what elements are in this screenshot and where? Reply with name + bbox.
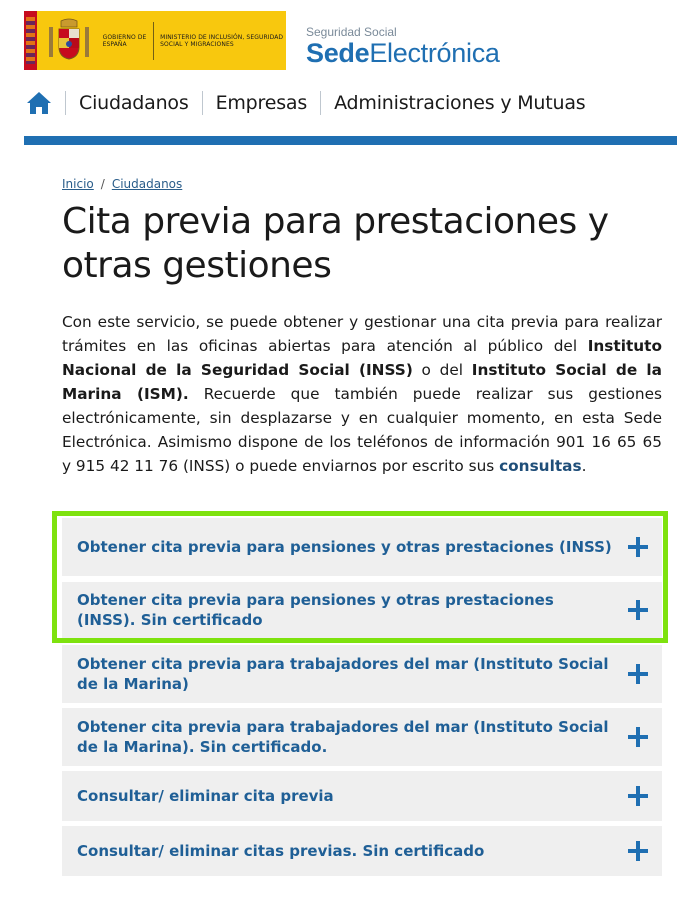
logo-divider: [153, 22, 154, 60]
accordion-item-inss[interactable]: [62, 518, 662, 576]
nav-divider: [320, 91, 321, 115]
breadcrumb-ciudadanos-link[interactable]: Ciudadanos: [111, 177, 183, 191]
nav-item-ciudadanos[interactable]: Ciudadanos: [79, 92, 189, 114]
sede-subtitle: Seguridad Social: [306, 25, 397, 39]
accordion-item-consultar-sin-certificado[interactable]: [62, 826, 662, 876]
accordion-item-label: Obtener cita previa para pensiones y otras prestaciones (INSS). Sin certificado: [77, 591, 554, 629]
accordion-item-ism-sin-certificado[interactable]: [62, 708, 662, 766]
page-title: Cita previa para prestaciones y otras gestiones: [62, 201, 609, 286]
consultas-link[interactable]: consultas: [499, 457, 582, 475]
nav-underline-bar: [24, 136, 677, 145]
breadcrumb-separator: /: [100, 177, 105, 191]
government-label: GOBIERNO DE ESPAÑA: [102, 33, 147, 48]
sede-title-light: Electrónica: [369, 38, 500, 68]
accordion-item-ism[interactable]: [62, 645, 662, 703]
plus-icon[interactable]: [628, 786, 648, 806]
plus-icon[interactable]: [628, 664, 648, 684]
breadcrumb-home-link[interactable]: Inicio: [62, 177, 94, 191]
accordion-item-label: Obtener cita previa para trabajadores del mar (Instituto Social de la Marina): [77, 655, 609, 693]
nav-item-administraciones[interactable]: Administraciones y Mutuas: [334, 92, 586, 114]
cita-previa-accordion: [62, 518, 662, 876]
sede-title: [306, 38, 500, 68]
accordion-item-label: Consultar/ eliminar citas previas. Sin certificado: [77, 842, 485, 860]
intro-bold-ism: Instituto Social de la Marina (ISM).: [62, 361, 662, 403]
breadcrumb: [62, 177, 182, 191]
intro-text-1: Con este servicio, se puede obtener y gestionar una cita previa para realizar trámites en las oficinas abiertas para atención al público del: [62, 313, 662, 355]
plus-icon[interactable]: [628, 600, 648, 620]
plus-icon[interactable]: [628, 841, 648, 861]
accordion-item-label: Obtener cita previa para trabajadores del mar (Instituto Social de la Marina). Sin certificado.: [77, 718, 609, 756]
nav-divider: [65, 91, 66, 115]
accordion-item-consultar[interactable]: [62, 771, 662, 821]
intro-bold-inss: Instituto Nacional de la Seguridad Social (INSS): [62, 337, 662, 379]
government-logo[interactable]: [24, 11, 286, 70]
intro-text-4: .: [581, 457, 587, 475]
plus-icon[interactable]: [628, 537, 648, 557]
plus-icon[interactable]: [628, 727, 648, 747]
coat-of-arms-logo: [45, 17, 93, 65]
intro-paragraph: [62, 310, 662, 478]
accordion-item-label: Obtener cita previa para pensiones y otras prestaciones (INSS): [77, 538, 612, 556]
home-icon[interactable]: [26, 91, 52, 115]
intro-text-3: Recuerde que también puede realizar sus gestiones electrónicamente, sin desplazarse y en cualquier momento, en esta Sede Electrónica. Asimismo dispone de los teléfonos de información 901 16 65 65 y 915 42 11 76 (INSS) o puede enviarnos por escrito sus: [62, 385, 662, 475]
accordion-item-label: Consultar/ eliminar cita previa: [77, 787, 334, 805]
ministry-label: MINISTERIO DE INCLUSIÓN, SEGURIDAD SOCIAL Y MIGRACIONES: [160, 33, 284, 48]
intro-text-2: o del: [412, 361, 472, 379]
sede-title-bold: Sede: [306, 38, 370, 68]
sede-electronica-logo[interactable]: [306, 26, 500, 68]
main-nav: [24, 88, 677, 118]
nav-divider: [202, 91, 203, 115]
accordion-item-inss-sin-certificado[interactable]: [62, 582, 662, 638]
nav-item-empresas[interactable]: Empresas: [215, 92, 308, 114]
flag-strip: [24, 11, 37, 70]
